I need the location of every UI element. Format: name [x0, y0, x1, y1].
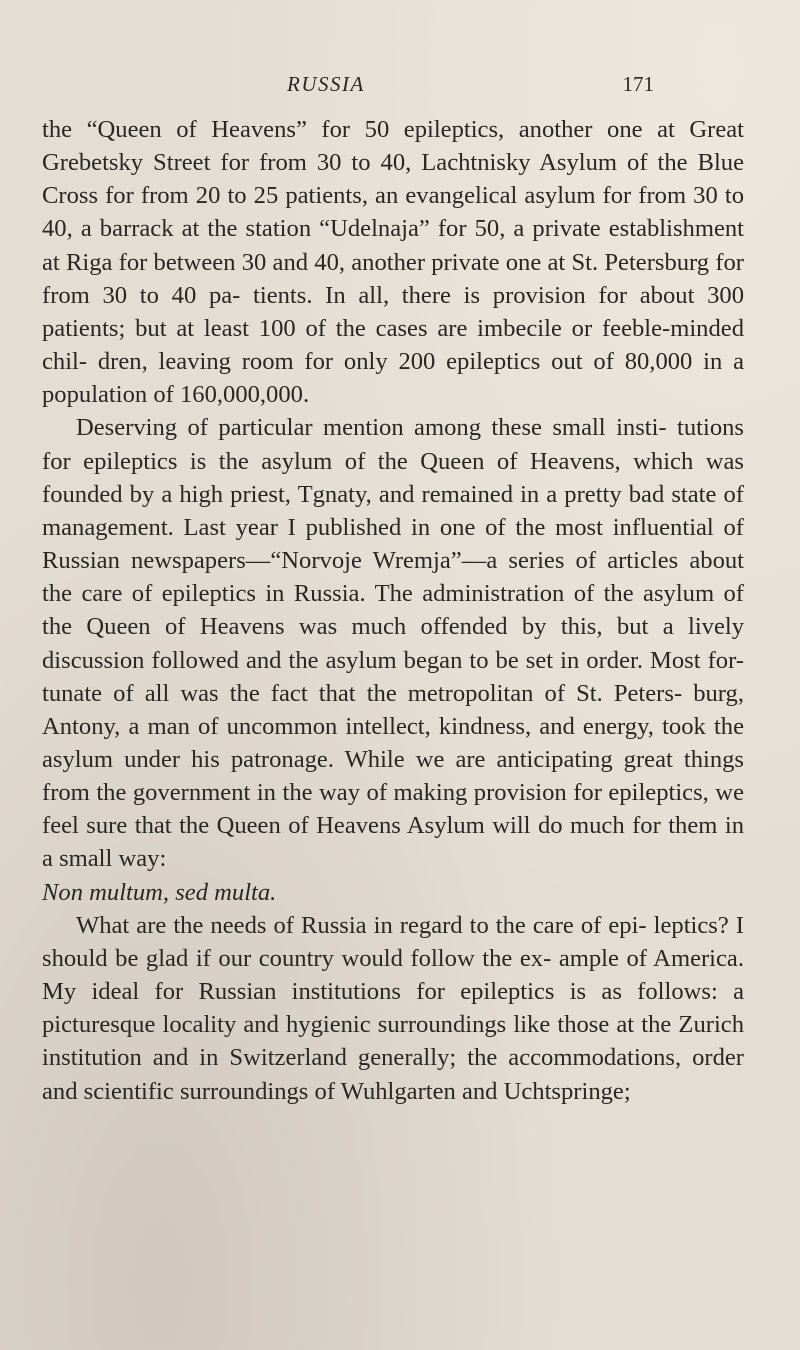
running-head: [0, 72, 800, 102]
page-number: 171: [622, 72, 654, 96]
running-title: RUSSIA: [287, 72, 365, 96]
latin-motto: Non multum, sed multa.: [42, 878, 277, 906]
paragraph-2-text: Deserving of particular mention among these small insti- tutions for epileptics is the asylum of the Queen of Heavens, which was founded by a high priest, Tgnaty, and remained in a pretty bad state of management. Last year I published in one of the most influential of Russian newspapers—“Norvoje Wremja”—a series of articles about the care of epileptics in Russia. The administration of the asylum of the Queen of Heavens was much offended by this, but a lively discussion followed and the asylum began to be set in order. Most for- tunate of all was the fact that the metropolitan of St. Peters- burg, Antony, a man of uncommon intellect, kindness, and energy, took the asylum under his patronage. While we are anticipating great things from the government in the way of making provision for epileptics, we feel sure that the Queen of Heavens Asylum will do much for them in a small way:: [42, 414, 744, 873]
paragraph-2: [42, 411, 744, 908]
body-text: [42, 113, 744, 1108]
paragraph-1: the “Queen of Heavens” for 50 epileptics, another one at Great Grebetsky Street for from 30 to 40, Lachtnisky Asylum of the Blue Cross for from 20 to 25 patients, an evangelical asylum for from 30 to 40, a barrack at the station “Udelnaja” for 50, a private establishment at Riga for between 30 and 40, another private one at St. Petersburg for from 30 to 40 pa- tients. In all, there is provision for about 300 patients; but at least 100 of the cases are imbecile or feeble-minded chil- dren, leaving room for only 200 epileptics out of 80,000 in a population of 160,000,000.: [42, 116, 744, 409]
paragraph-3: What are the needs of Russia in regard to the care of epi- leptics? I should be glad if our country would follow the ex- ample of America. My ideal for Russian institutions for epileptics is as follows: a picturesque locality and hygienic surroundings like those at the Zurich institution and in Switzerland generally; the accommodations, order and scientific surroundings of Wuhlgarten and Uchtspringe;: [42, 911, 744, 1105]
